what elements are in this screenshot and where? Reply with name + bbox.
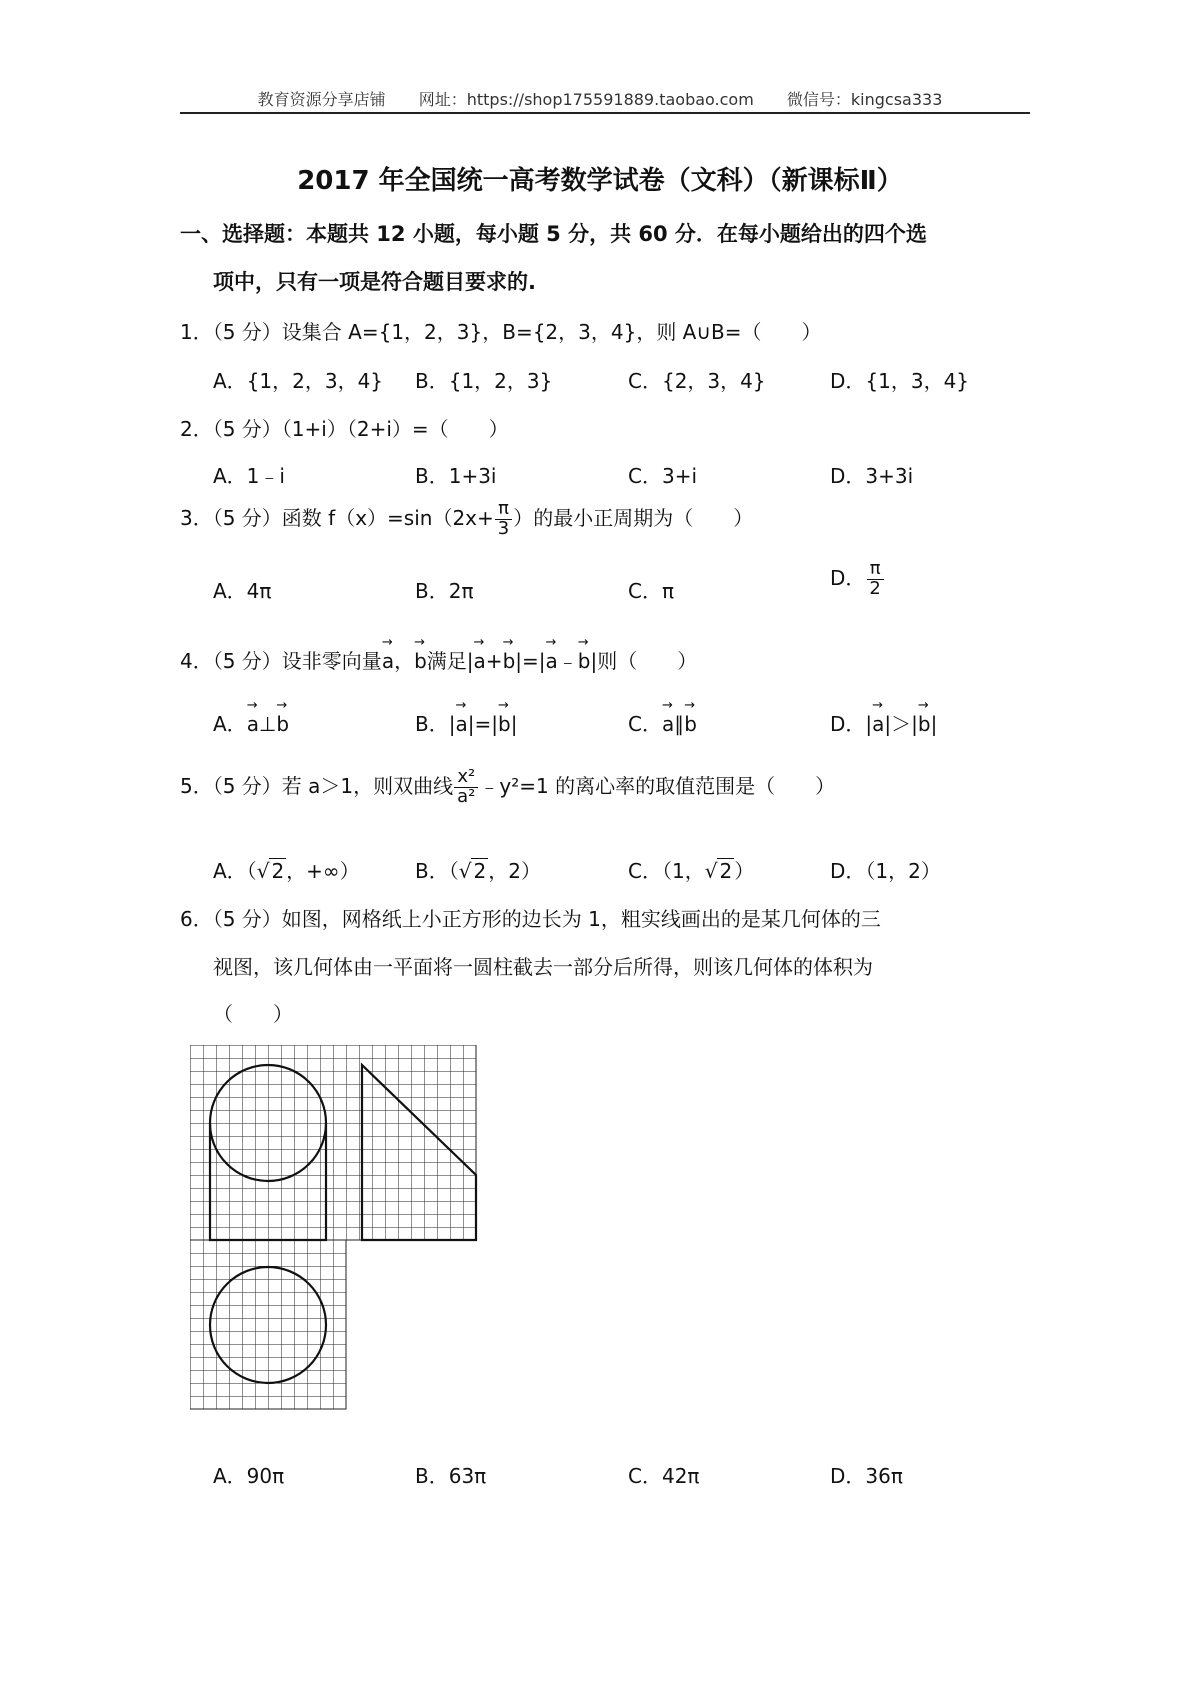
vector-a: → a [662,706,674,736]
vector-a: → a [872,706,884,736]
q5-stem [180,768,835,807]
vector-b: → b [503,643,516,673]
q5-option-c [628,855,754,884]
q4-b-label: B． [415,712,449,736]
q5-option-a [213,855,360,884]
exam-title: 2017 年全国统一高考数学试卷（文科）（新课标Ⅱ） [297,166,903,196]
vector-b: → b [414,643,427,673]
q5-stem-post: ﹣y²=1 的离心率的取值范围是（ ） [479,773,836,798]
q3-option-d [830,560,885,599]
q4-stem-c: |=| [515,649,546,673]
q5-frac-num: x² [454,768,478,788]
vector-a: → a [474,643,486,673]
q1-option-c: C．{2，3，4} [628,369,766,393]
q4-option-d: D．|→ a|＞|→ b| [830,706,937,737]
q2-option-a: A．1﹣i [213,464,285,488]
sqrt-2: √ 2 [704,859,733,883]
three-view-figure [190,1045,500,1435]
q5-frac-den: a² [457,785,476,807]
q3-stem [180,500,753,539]
q1-stem: 1．（5 分）设集合 A={1，2，3}，B={2，3，4}，则 A∪B=（ ） [180,320,822,344]
vector-a: → a [455,706,467,736]
q6-option-a: A．90π [213,1464,285,1488]
sqrt-radicand: 2 [473,859,487,883]
sqrt-2: √ 2 [458,859,487,883]
q1-option-b: B．{1，2，3} [415,369,553,393]
q4-stem-a: 4．（5 分）设非零向量 [180,649,382,673]
q3-fraction [495,500,512,539]
q4-c-label: C． [628,712,662,736]
grid-upper [190,1045,476,1240]
q3-frac-den: 3 [497,517,510,539]
vector-b: → b [578,643,591,673]
section-heading-line1: 一、选择题：本题共 12 小题，每小题 5 分，共 60 分．在每小题给出的四个选 [180,222,927,246]
q4-c-rel: ∥ [674,712,685,736]
sqrt-2: √ 2 [256,859,285,883]
q6-option-b: B．63π [415,1464,487,1488]
q6-option-c: C．42π [628,1464,700,1488]
q2-option-c: C．3+i [628,464,698,488]
q2-option-d: D．3+3i [830,464,914,488]
q3-option-c: C．π [628,579,675,603]
q6-stem-line1: 6．（5 分）如图，网格纸上小正方形的边长为 1，粗实线画出的是某几何体的三 [180,907,881,931]
header-wechat: 微信号：kingcsa333 [786,90,943,109]
q4-a-rel: ⊥ [258,712,277,736]
q5-a-post: ，+∞） [286,859,360,883]
q5-fraction [454,768,478,807]
vector-b: → b [498,706,511,736]
q1-option-a: A．{1，2，3，4} [213,369,384,393]
q5-c-pre: C．（1， [628,859,705,883]
q4-d-label: D． [830,712,866,736]
q5-option-d: D．（1，2） [830,859,941,883]
q3-option-b: B．2π [415,579,474,603]
vector-a: → a [247,706,259,736]
sqrt-radicand: 2 [719,859,733,883]
q3-frac-num: π [495,500,512,520]
q5-b-post: ，2） [488,859,541,883]
q2-option-b: B．1+3i [415,464,497,488]
page-header [0,87,1200,110]
q4-b-rel: |=| [467,712,498,736]
q3-stem-pre: 3．（5 分）函数 f（x）=sin（2x+ [180,505,494,530]
q4-a-label: A． [213,712,247,736]
q4-stem-d: |则（ ） [590,649,698,673]
q5-option-b [415,855,541,884]
q6-option-d: D．36π [830,1464,903,1488]
q5-a-pre: A．（ [213,859,257,883]
vector-b: → b [918,706,931,736]
vector-b: → b [276,706,289,736]
q5-b-pre: B．（ [415,859,459,883]
q1-option-d: D．{1，3，4} [830,369,970,393]
q3-d-num: π [867,560,884,580]
q3-stem-post: ）的最小正周期为（ ） [513,505,754,530]
q4-d-rel: |＞| [884,712,918,736]
q4-option-a [213,706,289,737]
q3-option-d-label: D． [830,565,866,590]
q4-stem-b: 满足| [426,649,474,673]
sqrt-radicand: 2 [271,859,285,883]
vector-a: → a [382,643,394,673]
vector-a: → a [546,643,558,673]
q2-stem: 2．（5 分）（1+i）（2+i）=（ ） [180,417,509,441]
header-rule [180,112,1030,114]
vector-b: → b [684,706,697,736]
section-heading-line2: 项中，只有一项是符合题目要求的. [213,270,536,294]
q5-c-post: ） [734,859,755,883]
header-site: 网址：https://shop175591889.taobao.com [418,90,754,109]
q4-stem: 4．（5 分）设非零向量→ a，→ b满足|→ a+→ b|=|→ a﹣→ b|则（ ） [180,643,697,674]
q5-stem-pre: 5．（5 分）若 a＞1，则双曲线 [180,773,454,798]
q3-option-a: A．4π [213,579,272,603]
q3-option-d-fraction [866,560,883,599]
q3-d-den: 2 [869,577,881,599]
q6-stem-line2: 视图，该几何体由一平面将一圆柱截去一部分后所得，则该几何体的体积为 [213,955,873,979]
q4-option-b: B．|→ a|=|→ b| [415,706,517,737]
q6-stem-line3: （ ） [213,1002,293,1026]
header-shop: 教育资源分享店铺 [257,90,386,109]
q4-option-c [628,706,697,737]
